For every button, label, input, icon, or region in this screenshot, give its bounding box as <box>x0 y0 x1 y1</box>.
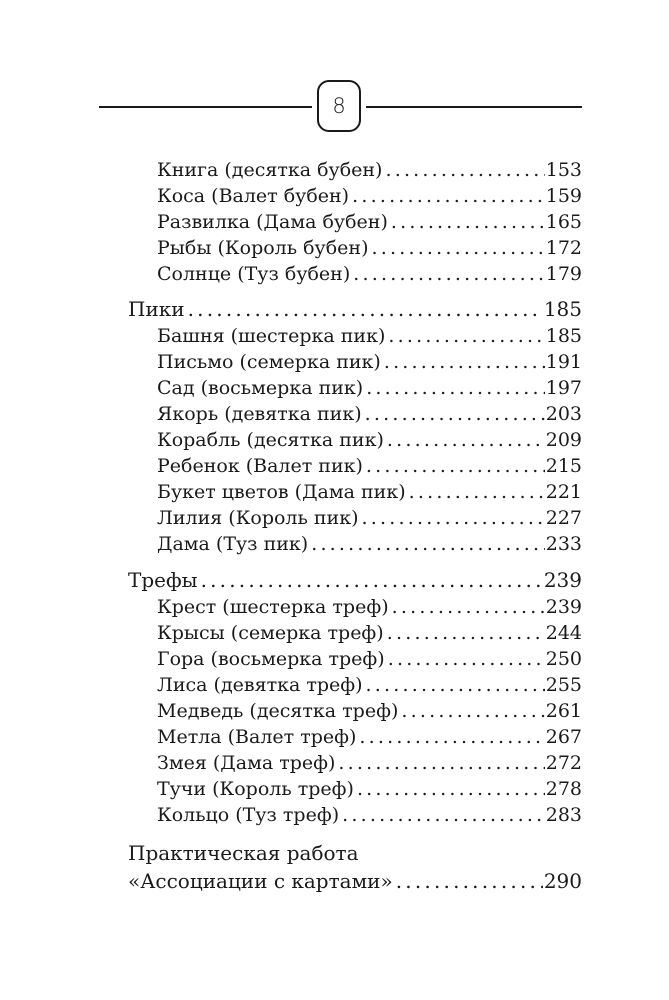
toc-entry-page: 172 <box>545 237 582 259</box>
toc-entry-page: 215 <box>545 455 582 477</box>
toc-dot-leader <box>357 776 545 802</box>
toc-entry-title: Книга (десятка бубен) <box>157 159 383 181</box>
toc-entry-title: Медведь (десятка треф) <box>157 700 399 722</box>
toc-entry[interactable] <box>157 698 582 724</box>
toc-dot-leader <box>384 349 545 375</box>
toc-entry[interactable] <box>157 375 582 401</box>
toc-dot-leader <box>365 401 545 427</box>
toc-entry-title: Якорь (девятка пик) <box>157 403 362 425</box>
toc-dot-leader <box>311 531 545 557</box>
toc-entry-title: Коса (Валет бубен) <box>157 185 350 207</box>
toc-section-title: Пики <box>128 297 185 321</box>
toc-entry[interactable] <box>157 235 582 261</box>
toc-entry-page: 209 <box>545 429 582 451</box>
toc-entry[interactable] <box>157 750 582 776</box>
toc-entry-page: 261 <box>545 700 582 722</box>
toc-entry-page: 203 <box>545 403 582 425</box>
toc-dot-leader <box>409 479 545 505</box>
toc-entry-page: 191 <box>545 351 582 373</box>
toc-dot-leader <box>366 453 545 479</box>
toc-entry-title: Ребенок (Валет пик) <box>157 455 363 477</box>
toc-dot-leader <box>372 235 545 261</box>
toc-dot-leader <box>359 724 544 750</box>
toc-dot-leader <box>188 296 543 322</box>
toc-entry-page: 239 <box>545 596 582 618</box>
toc-entry[interactable] <box>157 453 582 479</box>
toc-entry-title: Лилия (Король пик) <box>157 507 359 529</box>
toc-dot-leader <box>362 505 545 531</box>
toc-entry-title: Метла (Валет треф) <box>157 726 357 748</box>
toc-entry-page: 153 <box>545 159 582 181</box>
toc-entry[interactable] <box>157 209 582 235</box>
toc-entry[interactable] <box>157 427 582 453</box>
toc-entry-title: Солнце (Туз бубен) <box>157 263 351 285</box>
toc-entry[interactable] <box>157 802 582 828</box>
toc-entry-title: Рыбы (Король бубен) <box>157 237 369 259</box>
toc-section-page: 239 <box>543 568 582 592</box>
toc-dot-leader <box>392 594 545 620</box>
toc-entry[interactable] <box>157 261 582 287</box>
toc-entry-page: 250 <box>545 648 582 670</box>
toc-entry[interactable] <box>157 157 582 183</box>
toc-entry-page: 179 <box>545 263 582 285</box>
toc-practical-page: 290 <box>543 869 582 893</box>
toc-entry-page: 197 <box>545 377 582 399</box>
toc-entry[interactable] <box>157 401 582 427</box>
toc-entry-title: Змея (Дама треф) <box>157 752 336 774</box>
toc-entry[interactable] <box>157 672 582 698</box>
toc-section-clubs[interactable] <box>128 567 582 593</box>
toc-entry[interactable] <box>157 479 582 505</box>
toc-entry-title: Письмо (семерка пик) <box>157 351 381 373</box>
toc-dot-leader <box>396 868 543 894</box>
toc-dot-leader <box>366 672 545 698</box>
toc-dot-leader <box>385 157 544 183</box>
toc-section-spades[interactable] <box>128 296 582 322</box>
toc-entry-title: Тучи (Король треф) <box>157 778 354 800</box>
toc-dot-leader <box>401 698 544 724</box>
toc-entry-page: 159 <box>545 185 582 207</box>
toc-dot-leader <box>353 261 544 287</box>
toc-dot-leader <box>342 802 545 828</box>
toc-entry-page: 278 <box>545 778 582 800</box>
toc-entry-page: 227 <box>545 507 582 529</box>
toc-entry-title: Букет цветов (Дама пик) <box>157 481 406 503</box>
toc-dot-leader <box>387 427 545 453</box>
toc-entry-page: 283 <box>545 804 582 826</box>
toc-entry-title: Кольцо (Туз треф) <box>157 804 340 826</box>
toc-entry-page: 272 <box>545 752 582 774</box>
toc-dot-leader <box>338 750 544 776</box>
toc-entry[interactable] <box>157 646 582 672</box>
toc-entry[interactable] <box>157 724 582 750</box>
header-rule-left <box>99 106 312 108</box>
toc-entry-page: 221 <box>545 481 582 503</box>
page-number: 8 <box>332 94 346 118</box>
toc-dot-leader <box>201 567 543 593</box>
toc-dot-leader <box>391 209 545 235</box>
toc-practical-title-line1[interactable]: Практическая работа <box>128 841 359 865</box>
toc-entry-title: Дама (Туз пик) <box>157 533 309 555</box>
toc-entry[interactable] <box>157 531 582 557</box>
toc-entry-title: Сад (восьмерка пик) <box>157 377 364 399</box>
toc-entry[interactable] <box>157 183 582 209</box>
toc-dot-leader <box>388 646 545 672</box>
toc-entry-title: Лиса (девятка треф) <box>157 674 363 696</box>
page-number-box <box>317 80 361 132</box>
toc-section-page: 185 <box>543 297 582 321</box>
toc-dot-leader <box>387 620 545 646</box>
toc-dot-leader <box>388 323 544 349</box>
toc-entry[interactable] <box>157 505 582 531</box>
toc-entry-title: Башня (шестерка пик) <box>157 325 386 347</box>
toc-dot-leader <box>366 375 545 401</box>
toc-practical-title-line2: «Ассоциации с картами» <box>128 869 393 893</box>
toc-entry-page: 244 <box>545 622 582 644</box>
toc-entry[interactable] <box>157 620 582 646</box>
toc-entry-title: Развилка (Дама бубен) <box>157 211 388 233</box>
toc-entry-page: 165 <box>545 211 582 233</box>
toc-entry[interactable] <box>157 776 582 802</box>
toc-entry-title: Гора (восьмерка треф) <box>157 648 385 670</box>
toc-entry-page: 255 <box>545 674 582 696</box>
toc-entry[interactable] <box>157 594 582 620</box>
toc-entry-page: 267 <box>545 726 582 748</box>
toc-entry-page: 233 <box>545 533 582 555</box>
toc-entry-title: Крысы (семерка треф) <box>157 622 384 644</box>
toc-dot-leader <box>352 183 545 209</box>
toc-entry[interactable] <box>157 323 582 349</box>
toc-entry-title: Корабль (десятка пик) <box>157 429 384 451</box>
toc-section-title: Трефы <box>128 568 198 592</box>
toc-practical-entry[interactable] <box>128 868 582 894</box>
toc-entry-page: 185 <box>545 325 582 347</box>
toc-entry-title: Крест (шестерка треф) <box>157 596 389 618</box>
toc-entry[interactable] <box>157 349 582 375</box>
header-rule-right <box>366 106 582 108</box>
